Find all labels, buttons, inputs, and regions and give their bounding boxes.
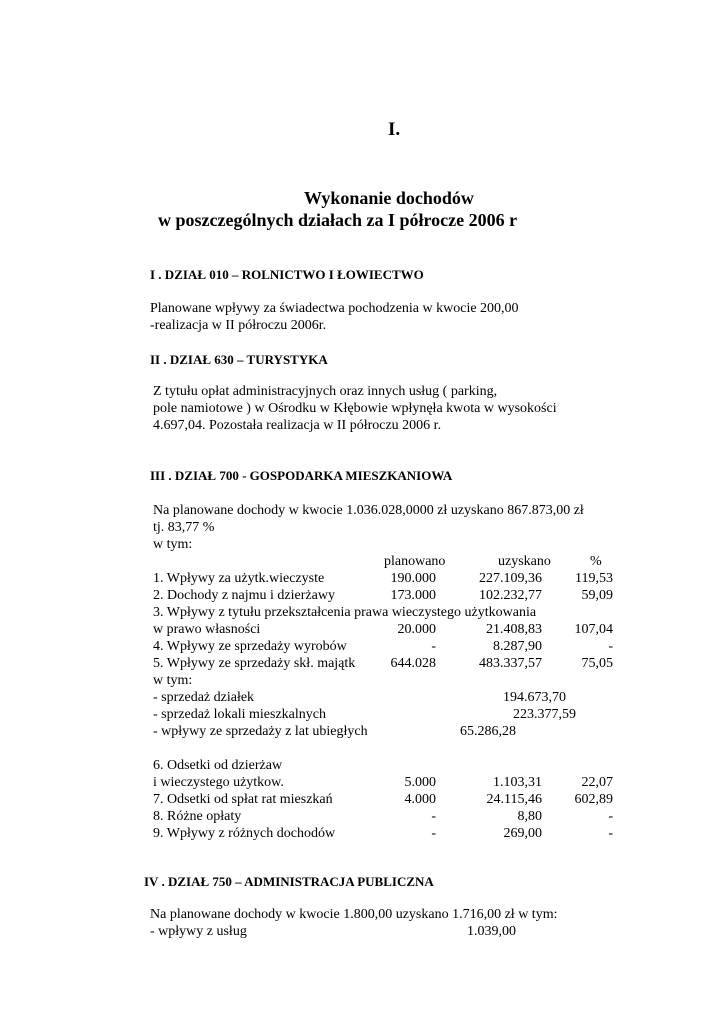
- table-cell-percent: -: [608, 809, 613, 824]
- table-cell-percent: 602,89: [574, 792, 613, 807]
- table-row-label: 3. Wpływy z tytułu przekształcenia prawa wieczystego użytkowania: [153, 605, 537, 620]
- title-line-2: w poszczególnych działach za I półrocze 2006 r: [158, 210, 518, 230]
- table-cell-percent: -: [608, 826, 613, 841]
- table-cell-obtained: 269,00: [503, 826, 542, 841]
- table-cell-planned: -: [431, 826, 436, 841]
- table-row-label: 9. Wpływy z różnych dochodów: [153, 826, 336, 841]
- sec3-intro-line-2: tj. 83,77 %: [153, 520, 215, 535]
- table-cell-planned: -: [431, 809, 436, 824]
- table-row-label: 4. Wpływy ze sprzedaży wyrobów: [153, 639, 347, 654]
- sub-item-value: 65.286,28: [460, 724, 516, 739]
- table-cell-planned: 20.000: [397, 622, 436, 637]
- table-cell-obtained: 1.103,31: [493, 775, 542, 790]
- sec4-sub-label: - wpływy z usług: [150, 924, 247, 939]
- sub-item-label: - sprzedaż działek: [153, 690, 255, 705]
- column-header-planned: planowano: [384, 554, 446, 569]
- table-cell-percent: 75,05: [581, 656, 613, 671]
- table-row-label: 8. Różne opłaty: [153, 809, 242, 824]
- table-cell-obtained: 8.287,90: [493, 639, 542, 654]
- table-cell-obtained: 8,80: [517, 809, 542, 824]
- sub-item-label: - wpływy ze sprzedaży z lat ubiegłych: [153, 724, 368, 739]
- section-heading-630: II . DZIAŁ 630 – TURYSTYKA: [150, 352, 328, 367]
- table-cell-obtained: 483.337,57: [479, 656, 542, 671]
- table-cell-obtained: 227.109,36: [479, 571, 542, 586]
- sub-item-value: 194.673,70: [503, 690, 566, 705]
- table-cell-percent: 22,07: [581, 775, 613, 790]
- sec2-text-line-1: Z tytułu opłat administracyjnych oraz innych usług ( parking,: [153, 384, 498, 399]
- sec1-text-line-2: -realizacja w II półroczu 2006r.: [150, 318, 327, 333]
- sec3-intro-line-3: w tym:: [153, 537, 193, 552]
- sec1-text-line-1: Planowane wpływy za świadectwa pochodzenia w kwocie 200,00: [150, 301, 519, 316]
- table-row-label: 7. Odsetki od spłat rat mieszkań: [153, 792, 333, 807]
- column-header-percent: %: [590, 554, 602, 569]
- table-cell-planned: 4.000: [404, 792, 436, 807]
- table-row-label: 1. Wpływy za użytk.wieczyste: [153, 571, 325, 586]
- table-cell-percent: -: [608, 639, 613, 654]
- title-line-1: Wykonanie dochodów: [304, 188, 474, 208]
- sub-item-label: - sprzedaż lokali mieszkalnych: [153, 707, 326, 722]
- table-row-label: i wieczystego użytkow.: [153, 775, 284, 790]
- table-cell-planned: 5.000: [404, 775, 436, 790]
- section-heading-750: IV . DZIAŁ 750 – ADMINISTRACJA PUBLICZNA: [144, 874, 434, 889]
- section-heading-010: I . DZIAŁ 010 – ROLNICTWO I ŁOWIECTWO: [150, 267, 424, 282]
- table-row-label: 6. Odsetki od dzierżaw: [153, 758, 283, 773]
- section-heading-700: III . DZIAŁ 700 - GOSPODARKA MIESZKANIOWA: [150, 468, 453, 483]
- table-cell-obtained: 24.115,46: [486, 792, 542, 807]
- table-cell-percent: 59,09: [581, 588, 613, 603]
- table-cell-percent: 107,04: [574, 622, 613, 637]
- sec2-text-line-3: 4.697,04. Pozostała realizacja w II półroczu 2006 r.: [153, 418, 442, 433]
- table-cell-planned: -: [431, 639, 436, 654]
- sec4-text-line-1: Na planowane dochody w kwocie 1.800,00 uzyskano 1.716,00 zł w tym:: [150, 907, 558, 922]
- sub-item-value: 223.377,59: [513, 707, 576, 722]
- column-header-obtained: uzyskano: [498, 554, 551, 569]
- sec2-text-line-2: pole namiotowe ) w Ośrodku w Kłębowie wpłynęła kwota w wysokości: [153, 401, 557, 416]
- table-cell-planned: 173.000: [390, 588, 436, 603]
- table-cell-obtained: 102.232,77: [479, 588, 542, 603]
- sec3-intro-line-1: Na planowane dochody w kwocie 1.036.028,0000 zł uzyskano 867.873,00 zł: [153, 503, 584, 518]
- sub-intro: w tym:: [153, 673, 193, 688]
- table-cell-planned: 644.028: [390, 656, 436, 671]
- table-cell-percent: 119,53: [575, 571, 613, 586]
- table-row-label: 2. Dochody z najmu i dzierżawy: [153, 588, 335, 603]
- table-cell-planned: 190.000: [390, 571, 436, 586]
- sec4-sub-value: 1.039,00: [467, 924, 516, 939]
- table-row-label: 5. Wpływy ze sprzedaży skł. majątk: [153, 656, 356, 671]
- table-cell-obtained: 21.408,83: [486, 622, 542, 637]
- section-number: I.: [388, 119, 401, 140]
- table-row-label: w prawo własności: [153, 622, 261, 637]
